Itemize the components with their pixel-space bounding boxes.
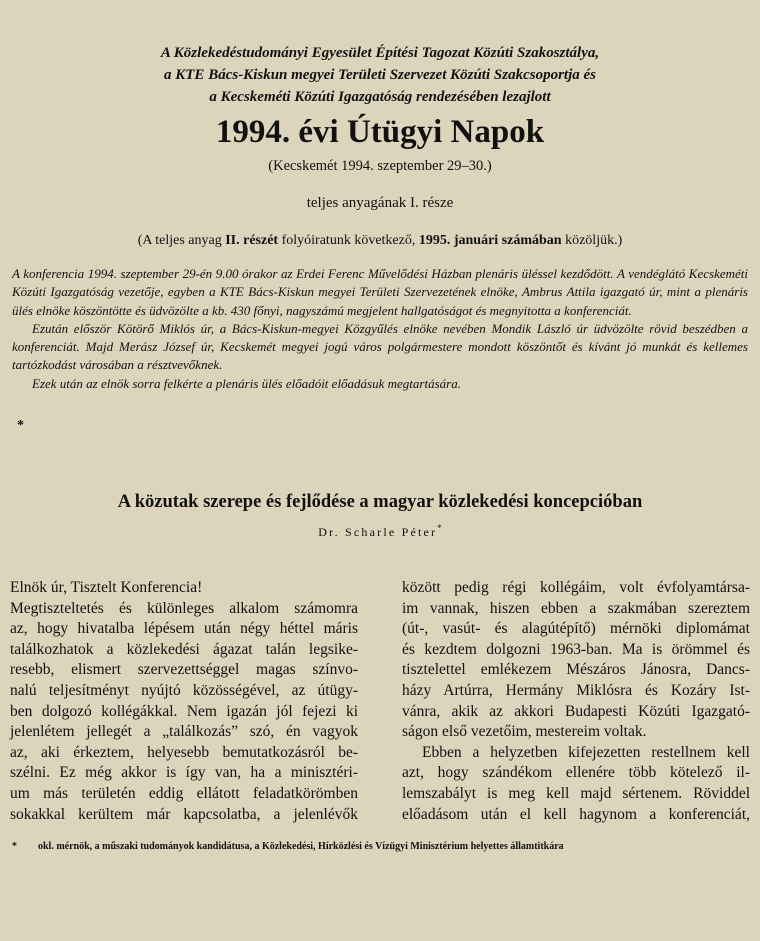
body-line: Megtiszteltetés és különleges alkalom számomra xyxy=(10,599,358,617)
intro-paragraph: A konferencia 1994. szeptember 29-én 9.00 órakor az Erdei Ferenc Művelődési Házban plenáris üléssel kezdődött. A vendéglátó Kecskeméti Közúti Igazgatóság vezetője, egyben a KTE Bács-Kiskun megyei Területi Szervezetének elnöke, Ambrus Attila igazgató úr, mint a plenáris ülés elnöke köszöntötte és üdvözölte a kb. 430 főnyi, nagyszámú megjelent hallgatóságot és megnyitotta a konferenciát. xyxy=(12,266,748,318)
note-text: folyóiratunk következő, xyxy=(278,233,419,248)
body-line: sokakkal kerültem már kapcsolatba, a jelenlévők xyxy=(10,805,358,823)
organizer-line: a KTE Bács-Kiskun megyei Területi Szervezet Közúti Szakcsoportja és xyxy=(164,67,596,83)
body-line: előadásom után el kell hagynom a konferenciát, xyxy=(402,805,750,823)
body-line: az, hogy hivatalba lépésem után négy héttel máris xyxy=(10,620,358,638)
intro-paragraph: Ezután először Kötörő Miklós úr, a Bács-Kiskun-megyei Közgyűlés elnöke nevében Mondik László úr üdvözölte rövid beszédben a konferenciát. Majd Merász József úr, Kecskemét megyei jogú város polgármestere mondott köszöntőt és kívánt jó munkát és kellemes tartózkodást városában a résztvevőknek. xyxy=(12,320,748,373)
footnote-text: okl. mérnök, a műszaki tudományok kandidátusa, a Közlekedési, Hírközlési és Vízügyi Minisztérium helyettes államtitkára xyxy=(38,841,564,852)
place-date: (Kecskemét 1994. szeptember 29–30.) xyxy=(268,158,492,174)
body-line: jelenlétem jellegét a „találkozás” szó, én vagyok xyxy=(10,723,358,741)
footnote-mark: * xyxy=(12,841,17,852)
body-line: között pedig régi kollégáim, volt évfolyamtársa- xyxy=(402,579,750,596)
body-line: találkozhatok a közlekedési ágazat talán legsike- xyxy=(10,640,358,658)
intro-section xyxy=(12,265,748,393)
page-title: 1994. évi Útügyi Napok xyxy=(215,114,545,150)
intro-paragraph: Ezek után az elnök sorra felkérte a plenáris ülés előadóit előadásuk megtartására. xyxy=(32,375,461,391)
body-line: lemszabályt is meg kell majd sértenem. Röviddel xyxy=(402,784,750,802)
body-line: um más területén eddig ellátott feladatkörömben xyxy=(10,784,358,802)
body-line: ben dolgozó kollégákkal. Nem igazán jól fejezi ki xyxy=(10,702,358,720)
article-author xyxy=(0,523,760,540)
article-column-right xyxy=(402,578,750,825)
organizer-line: A Közlekedéstudományi Egyesület Építési Tagozat Közúti Szakosztálya, xyxy=(160,45,600,61)
author-footnote-mark: * xyxy=(437,523,442,533)
body-line: tisztelettel emlékezem Mészáros Jánosra, Dancs- xyxy=(402,661,750,679)
body-line: nalú teljesítményt nyújtó közösségével, az útügy- xyxy=(10,681,358,699)
organizer-line: a Kecskeméti Közúti Igazgatóság rendezésében lezajlott xyxy=(209,89,551,105)
asterisk-mark: * xyxy=(17,418,24,433)
note-bold: II. részét xyxy=(225,233,279,248)
note-text: közöljük.) xyxy=(561,233,623,248)
organizers-block xyxy=(0,42,760,108)
body-line: házy Artúrra, Hermány Miklósra és Kozáry Ist- xyxy=(402,681,750,699)
body-line: Ebben a helyzetben kifejezetten restellnem kell xyxy=(422,743,750,761)
body-line: (út-, vasút- és alagútépítő) mérnöki diplomámat xyxy=(402,620,750,638)
note-text: (A teljes anyag xyxy=(137,233,226,248)
part-label: teljes anyagának I. része xyxy=(306,195,454,211)
body-line: resebb, elismert szervezettséggel magas színvo- xyxy=(10,661,358,679)
body-line: ságon első vezetőim, mestereim voltak. xyxy=(402,723,647,741)
continuation-note xyxy=(0,233,760,249)
body-line: azt, hogy szándékom ellenére több kötelező il- xyxy=(402,764,750,782)
body-line: és kezdtem dolgozni 1963-ban. Ma is örömmel és xyxy=(402,640,750,658)
body-line: szélni. Ez még akkor is így van, ha a minisztéri- xyxy=(10,764,358,782)
body-line: vánra, akik az akkori Budapesti Közúti Igazgató- xyxy=(402,702,750,720)
article-column-left xyxy=(10,578,358,825)
body-line: az, aki érkeztem, helyesebb bemutatkozásról be- xyxy=(10,743,358,761)
footnote xyxy=(12,841,752,852)
article-title: A közutak szerepe és fejlődése a magyar közlekedési koncepcióban xyxy=(117,492,643,512)
body-line: im vannak, hiszen ebben a szakmában szereztem xyxy=(402,599,750,617)
body-line: Elnök úr, Tisztelt Konferencia! xyxy=(10,579,203,596)
note-bold: 1995. januári számában xyxy=(418,233,562,248)
author-name: Dr. Scharle Péter xyxy=(318,525,438,539)
